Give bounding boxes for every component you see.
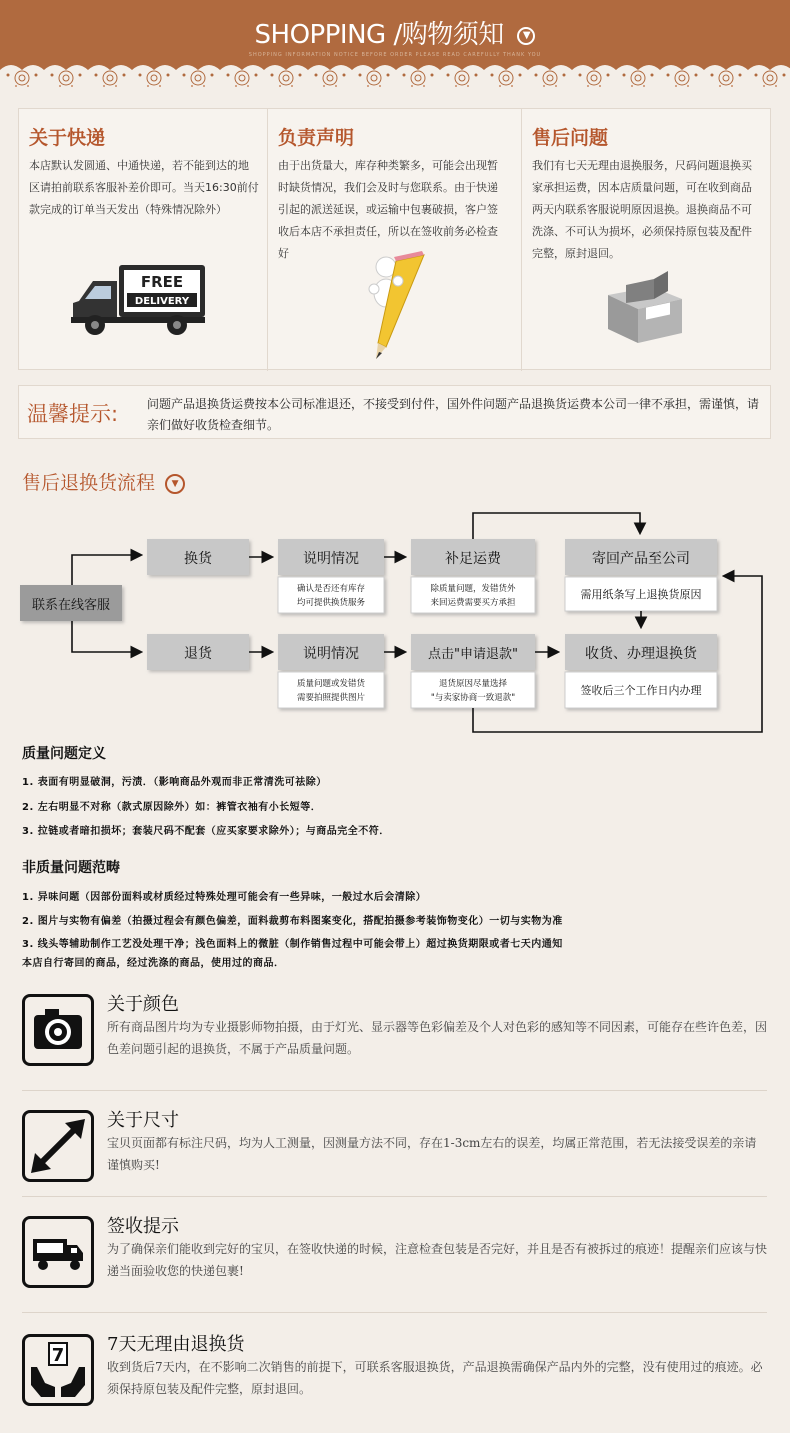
info-size: [22, 1110, 772, 1210]
seven-days-icon: [22, 1334, 94, 1406]
free-label: FREE: [140, 273, 184, 291]
notice-shipping-text: 本店默认发圆通、中通快递，若不能到达的地区请拍前联系客服补差价即可。当天16:30前付款完成的订单当天发出（特殊情况除外）: [29, 159, 259, 216]
info-signfor-title: 签收提示: [107, 1216, 179, 1237]
flow-explain1-note-2: 均可提供换货服务: [296, 598, 366, 608]
flow-apply-label: 点击"申请退款": [428, 647, 518, 662]
flow-sendback-label: 寄回产品至公司: [592, 551, 690, 567]
lace-border-decoration: [0, 62, 790, 92]
info-seven-days: [22, 1334, 772, 1433]
quality-title: 质量问题定义: [22, 746, 106, 762]
quality-item: 1. 表面有明显破洞，污渍．（影响商品外观而非正常清洗可祛除）: [22, 777, 327, 788]
notice-panel: [18, 108, 771, 370]
flow-explain2-note-1: 质量问题或发错货: [296, 679, 366, 689]
notice-aftersale-title: 售后问题: [532, 127, 609, 149]
divider: [22, 1196, 767, 1197]
quality-item: 3. 拉链或者暗扣损坏；套装尺码不配套（应买家要求除外）；与商品完全不符．: [22, 826, 390, 837]
flow-apply-note-1: 退货原因尽量选择: [438, 679, 508, 689]
camera-icon: [22, 994, 94, 1066]
pencil-figure-icon: [356, 251, 436, 361]
header-banner: [0, 0, 790, 92]
divider: [22, 1090, 767, 1091]
flow-title: [22, 468, 185, 495]
flow-shipping-note-1: 除质量问题，发错货外: [430, 584, 516, 594]
notice-disclaimer-title: 负责声明: [278, 127, 355, 149]
return-flow-diagram: [0, 500, 790, 740]
info-size-title: 关于尺寸: [107, 1110, 179, 1131]
chevron-down-icon: ▼: [517, 27, 535, 45]
free-delivery-truck-icon: [67, 259, 207, 339]
page-title: [0, 14, 790, 51]
flow-shipping-note-2: 来回运费需要买方承担: [430, 598, 516, 608]
chevron-down-icon: ▼: [165, 474, 185, 494]
truck-icon: [22, 1216, 94, 1288]
resize-arrow-icon: [22, 1110, 94, 1182]
delivery-label: DELIVERY: [134, 296, 190, 307]
notice-aftersale-text: 我们有七天无理由退换服务，尺码问题退换买家承担运费，因本店质量问题，可在收到商品两天内联系客服说明原因退换。退换商品不可洗涤、不可认为损坏，必须保持原包装及配件完整，原封退回。: [532, 159, 752, 260]
flow-refund-label: 退货: [184, 646, 212, 662]
flow-start-label: 联系在线客服: [31, 598, 111, 613]
package-box-icon: [602, 265, 688, 345]
flow-title-text: 售后退换货流程: [22, 472, 156, 494]
notice-disclaimer: [267, 109, 521, 371]
info-signfor: [22, 1216, 772, 1316]
info-seven-days-title: 7天无理由退换货: [107, 1334, 245, 1355]
non-quality-item: 本店自行寄回的商品，经过洗涤的商品，使用过的商品．: [22, 958, 285, 969]
warm-tip-text: 问题产品退换货运费按本公司标准退还，不接受到付件，国外件问题产品退换货运费本公司一律不承担，需谨慎，请亲们做好收货检查细节。: [147, 397, 760, 432]
notice-shipping-title: 关于快递: [29, 127, 106, 149]
seven-glyph: 7: [51, 1345, 65, 1366]
notice-disclaimer-text: 由于出货量大，库存种类繁多，可能会出现暂时缺货情况，我们会及时与您联系。由于快递引起的派送延误，或运输中包裹破损，客户签收后本店不承担责任，所以在签收前务必检查好: [278, 159, 498, 260]
notice-shipping: [19, 109, 267, 371]
warm-tip: [18, 385, 771, 439]
header-subtitle: SHOPPING INFORMATION NOTICE BEFORE ORDER PLEASE READ CAREFULLY THANK YOU: [248, 52, 542, 58]
flow-explain2-label: 说明情况: [303, 646, 359, 662]
flow-apply-note-2: "与卖家协商一致退款": [430, 693, 516, 703]
flow-explain1-note-1: 确认是否还有库存: [296, 584, 366, 594]
non-quality-item: 1. 异味问题（因部份面料或材质经过特殊处理可能会有一些异味，一般过水后会清除）: [22, 892, 427, 903]
non-quality-title: 非质量问题范畴: [22, 860, 120, 876]
non-quality-item: 2. 图片与实物有偏差（拍摄过程会有颜色偏差，面料裁剪布料图案变化，搭配拍摄参考装饰物变化）一切与实物为准: [22, 916, 563, 927]
quality-item: 2. 左右明显不对称（款式原因除外）如：裤管衣袖有小长短等．: [22, 802, 322, 813]
info-color-title: 关于颜色: [107, 994, 179, 1015]
info-color-text: 所有商品图片均为专业摄影师物拍摄，由于灯光、显示器等色彩偏差及个人对色彩的感知等不同因素，可能存在些许色差，因色差问题引起的退换货，不属于产品质量问题。: [107, 1020, 768, 1056]
info-color: [22, 994, 772, 1094]
info-signfor-text: 为了确保亲们能收到完好的宝贝，在签收快递的时候，注意检查包装是否完好，并且是否有被拆过的痕迹！提醒亲们应该与快递当面验收您的快递包裹!: [107, 1242, 768, 1278]
notice-aftersale: [521, 109, 772, 371]
flow-explain1-label: 说明情况: [303, 551, 359, 567]
flow-receive-note: 签收后三个工作日内办理: [580, 684, 702, 697]
info-seven-days-text: 收到货后7天内，在不影响二次销售的前提下，可联系客服退换货，产品退换需确保产品内外的完整，没有使用过的痕迹。必须保持原包装及配件完整，原封退回。: [107, 1360, 763, 1396]
flow-explain2-note-2: 需要拍照提供图片: [296, 693, 366, 703]
warm-tip-label: 温馨提示:: [27, 402, 119, 426]
flow-sendback-note: 需用纸条写上退换货原因: [580, 588, 702, 601]
flow-receive-label: 收货、办理退换货: [585, 646, 697, 662]
info-size-text: 宝贝页面都有标注尺码，均为人工测量，因测量方法不同，存在1-3cm左右的误差，均属正常范围，若无法接受误差的亲请谨慎购买!: [107, 1136, 757, 1172]
flow-shipping-label: 补足运费: [445, 551, 501, 567]
non-quality-item: 3. 线头等辅助制作工艺没处理干净；浅色面料上的微脏（制作销售过程中可能会带上）超过换货期限或者七天内通知: [22, 939, 563, 950]
flow-exchange-label: 换货: [184, 551, 212, 567]
divider: [22, 1312, 767, 1313]
page-title-text: SHOPPING /购物须知: [254, 20, 504, 50]
